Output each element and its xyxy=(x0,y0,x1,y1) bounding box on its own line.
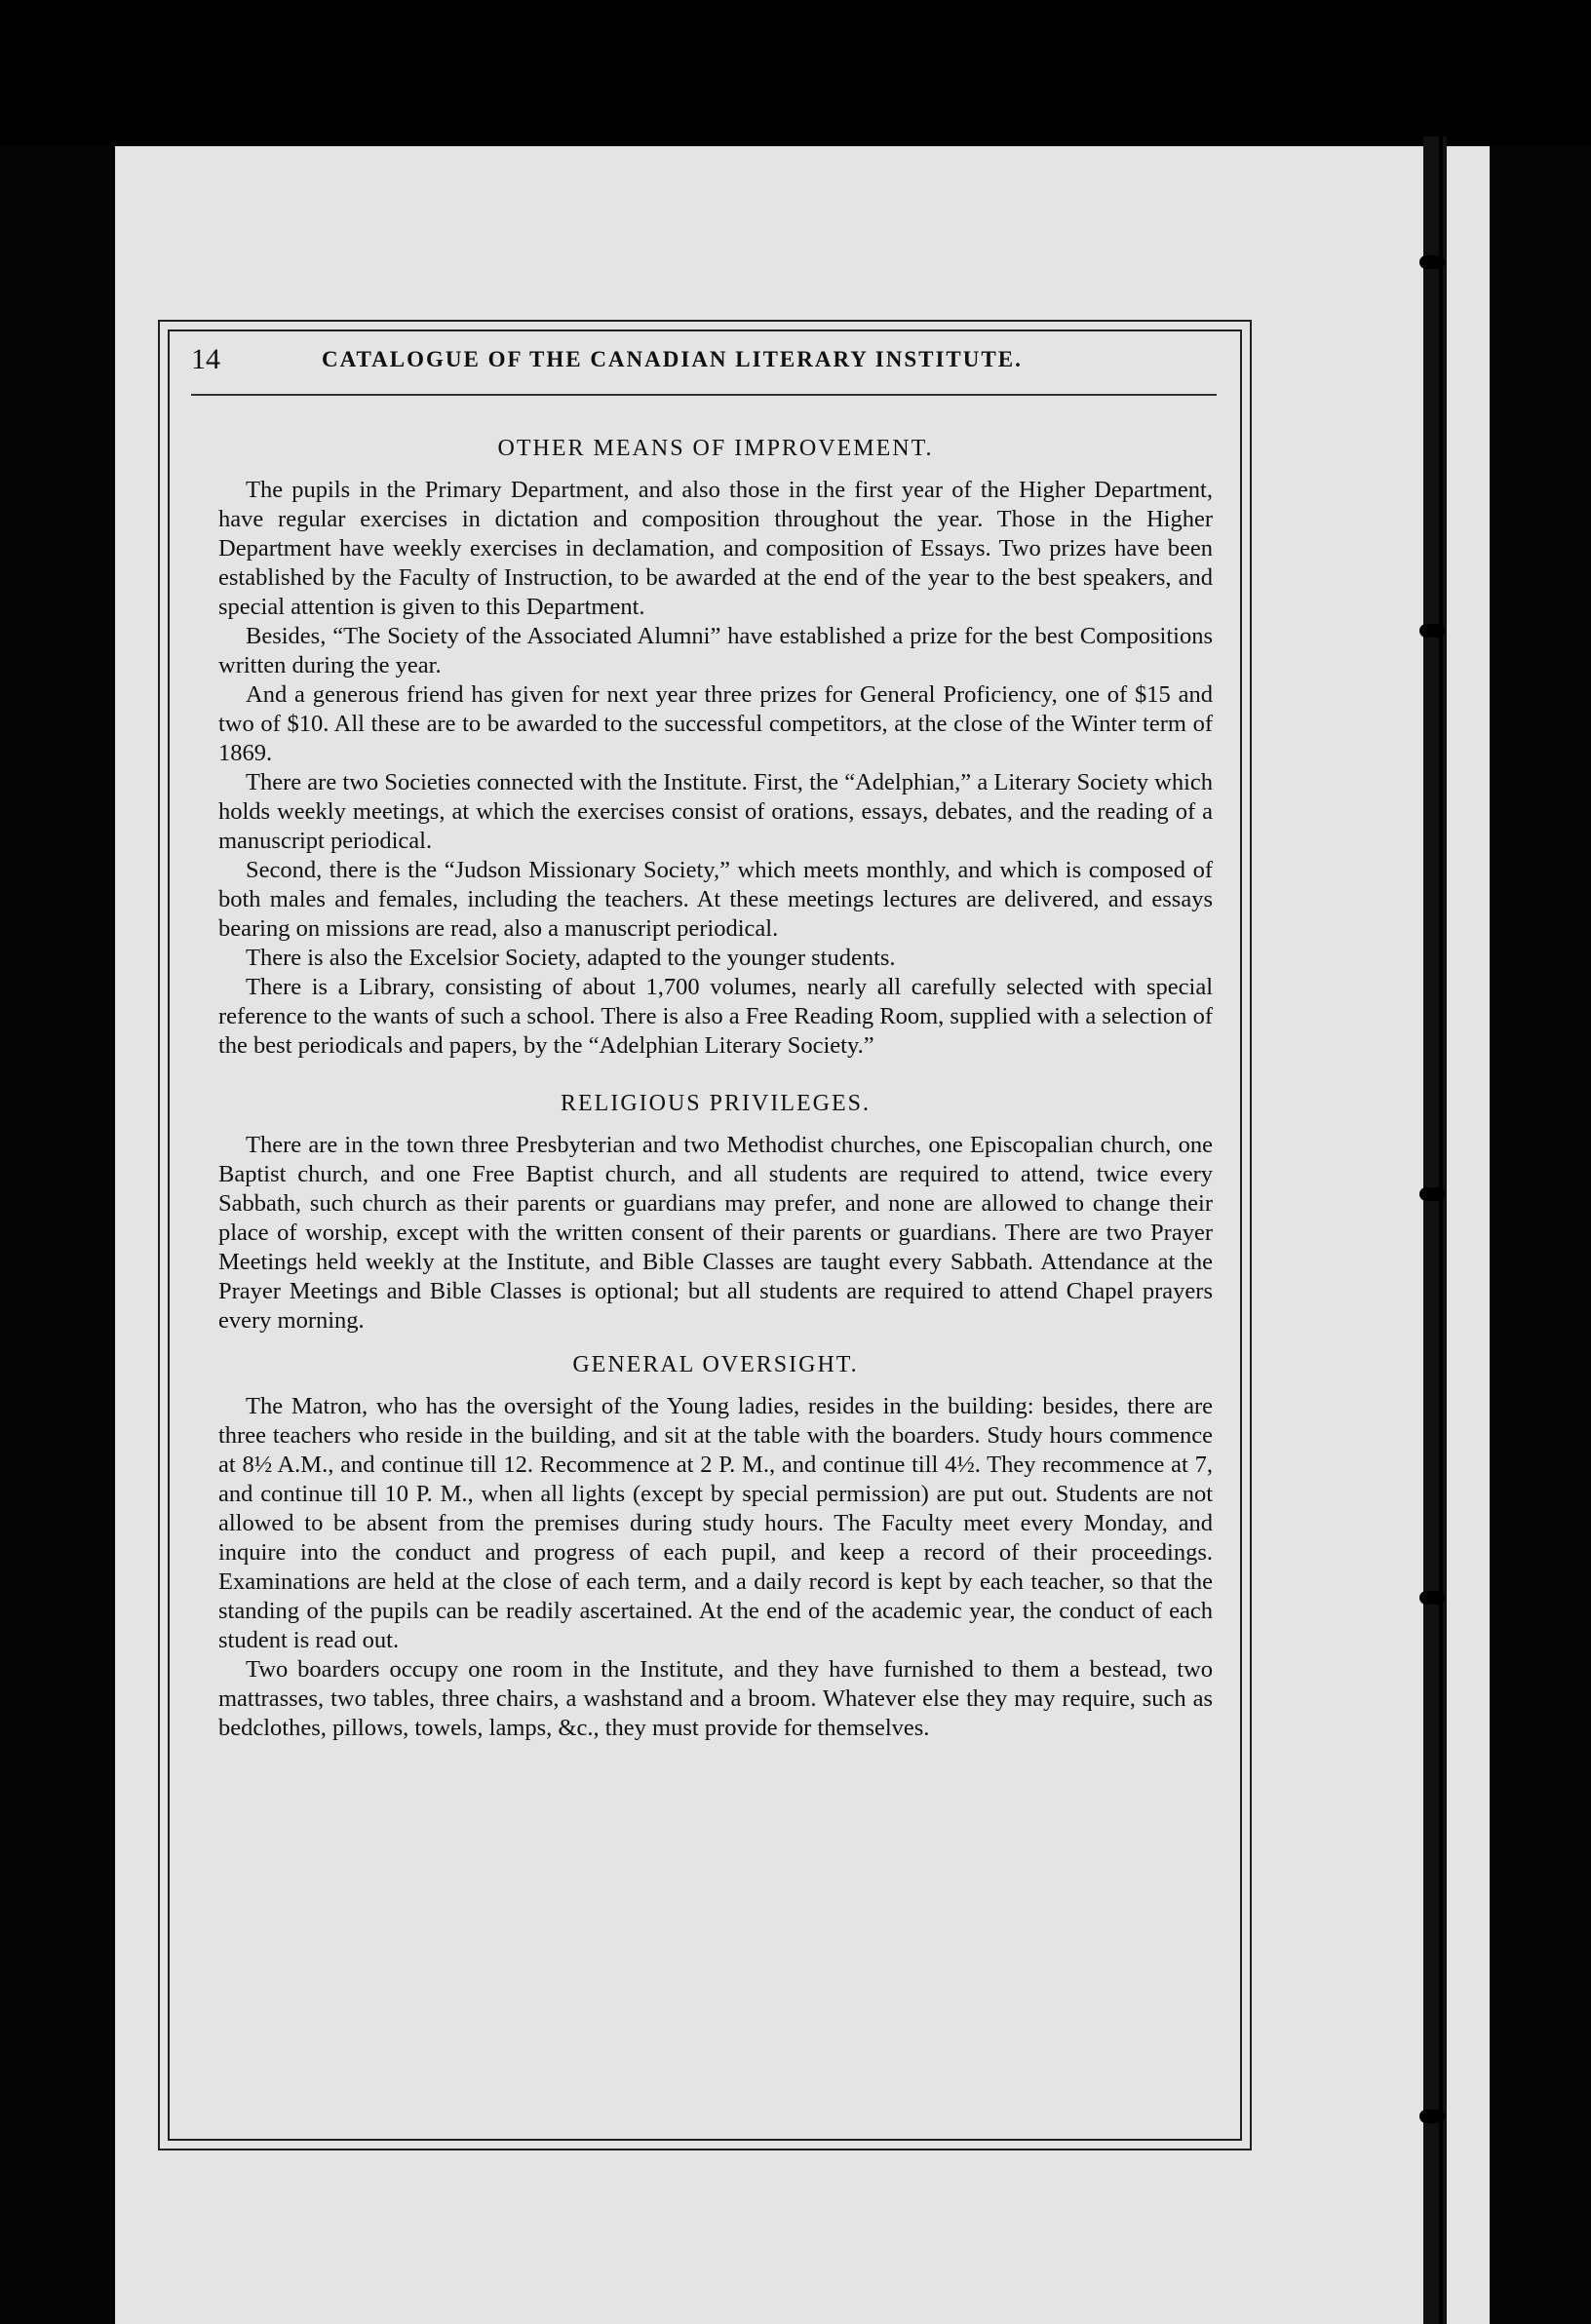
paragraph: There is a Library, consisting of about 1,700 volumes, nearly all carefully selected with special reference to the wants of such a school. There is also a Free Reading Room, supplied with a selection of the best periodicals and papers, by the “Adelphian Literary Society.” xyxy=(218,974,1213,1059)
page-body xyxy=(218,433,1213,1743)
section-general-oversight xyxy=(218,1349,1213,1743)
running-header xyxy=(191,343,1217,382)
paragraph: There are two Societies connected with the Institute. First, the “Adelphian,” a Literary Society which holds weekly meetings, at which the exercises consist of orations, essays, debates, and the reading of a manuscript periodical. xyxy=(218,769,1213,854)
paragraph: Two boarders occupy one room in the Institute, and they have furnished to them a bestead, two mattrasses, two tables, three chairs, a washstand and a broom. Whatever else they may require, such as bedclothes, pillows, towels, lamps, &c., they must provide for themselves. xyxy=(218,1656,1213,1741)
page-number: 14 xyxy=(191,343,220,375)
paragraph: Second, there is the “Judson Missionary Society,” which meets monthly, and which is composed of both males and females, including the teachers. At these meetings lectures are delivered, and essays bearing on missions are read, also a manuscript periodical. xyxy=(218,857,1213,942)
binding-stitch xyxy=(1419,255,1445,269)
paragraph: The Matron, who has the oversight of the Young ladies, resides in the building: besides, there are three teachers who reside in the building, and sit at the table with the boarders. Study hours commence at 8½ A.M., and continue till 12. Recommence at 2 P. M., and continue till 4½. They recommence at 7, and continue till 10 P. M., when all lights (except by special permission) are put out. Students are not allowed to be absent from the premises during study hours. The Faculty meet every Monday, and inquire into the conduct and progress of each pupil, and keep a record of their proceedings. Examinations are held at the close of each term, and a daily record is kept by each teacher, so that the standing of the pupils can be readily ascertained. At the end of the academic year, the conduct of each student is read out. xyxy=(218,1393,1213,1653)
section-gap xyxy=(218,1061,1213,1088)
paragraph: Besides, “The Society of the Associated Alumni” have established a prize for the best Compositions written during the year. xyxy=(218,623,1213,678)
section-religious-privileges xyxy=(218,1088,1213,1336)
running-title: CATALOGUE OF THE CANADIAN LITERARY INSTITUTE. xyxy=(322,347,1023,371)
paragraph: There is also the Excelsior Society, adapted to the younger students. xyxy=(246,945,896,971)
scan-dark-border-top xyxy=(0,0,1591,146)
binding-stitch xyxy=(1419,1591,1445,1605)
binding-stitch xyxy=(1419,2110,1445,2123)
paragraph: The pupils in the Primary Department, and also those in the first year of the Higher Department, have regular exercises in dictation and composition throughout the year. Those in the Higher Department have weekly exercises in declamation, and composition of Essays. Two prizes have been established by the Faculty of Instruction, to be awarded at the end of the year to the best speakers, and special attention is given to this Department. xyxy=(218,477,1213,620)
section-gap xyxy=(218,1336,1213,1349)
binding-stitch xyxy=(1419,1187,1445,1201)
paragraph: There are in the town three Presbyterian and two Methodist churches, one Episcopalian church, one Baptist church, and one Free Baptist church, and all students are required to attend, twice every Sabbath, such church as their parents or guardians may prefer, and none are allowed to change their place of worship, except with the written consent of their parents or guardians. There are two Prayer Meetings held weekly at the Institute, and Bible Classes are taught every Sabbath. Attendance at the Prayer Meetings and Bible Classes is optional; but all students are required to attend Chapel prayers every morning. xyxy=(218,1132,1213,1334)
binding-edge xyxy=(1423,136,1447,2324)
binding-thread xyxy=(1439,136,1443,2324)
section-other-means xyxy=(218,433,1213,1061)
binding-stitch xyxy=(1419,624,1445,638)
paragraph: And a generous friend has given for next year three prizes for General Proficiency, one of $15 and two of $10. All these are to be awarded to the successful competitors, at the close of the Winter term of 1869. xyxy=(218,681,1213,766)
section-heading: OTHER MEANS OF IMPROVEMENT. xyxy=(497,436,934,461)
section-heading: GENERAL OVERSIGHT. xyxy=(572,1352,859,1377)
section-heading: RELIGIOUS PRIVILEGES. xyxy=(561,1091,871,1116)
header-rule xyxy=(191,394,1217,396)
